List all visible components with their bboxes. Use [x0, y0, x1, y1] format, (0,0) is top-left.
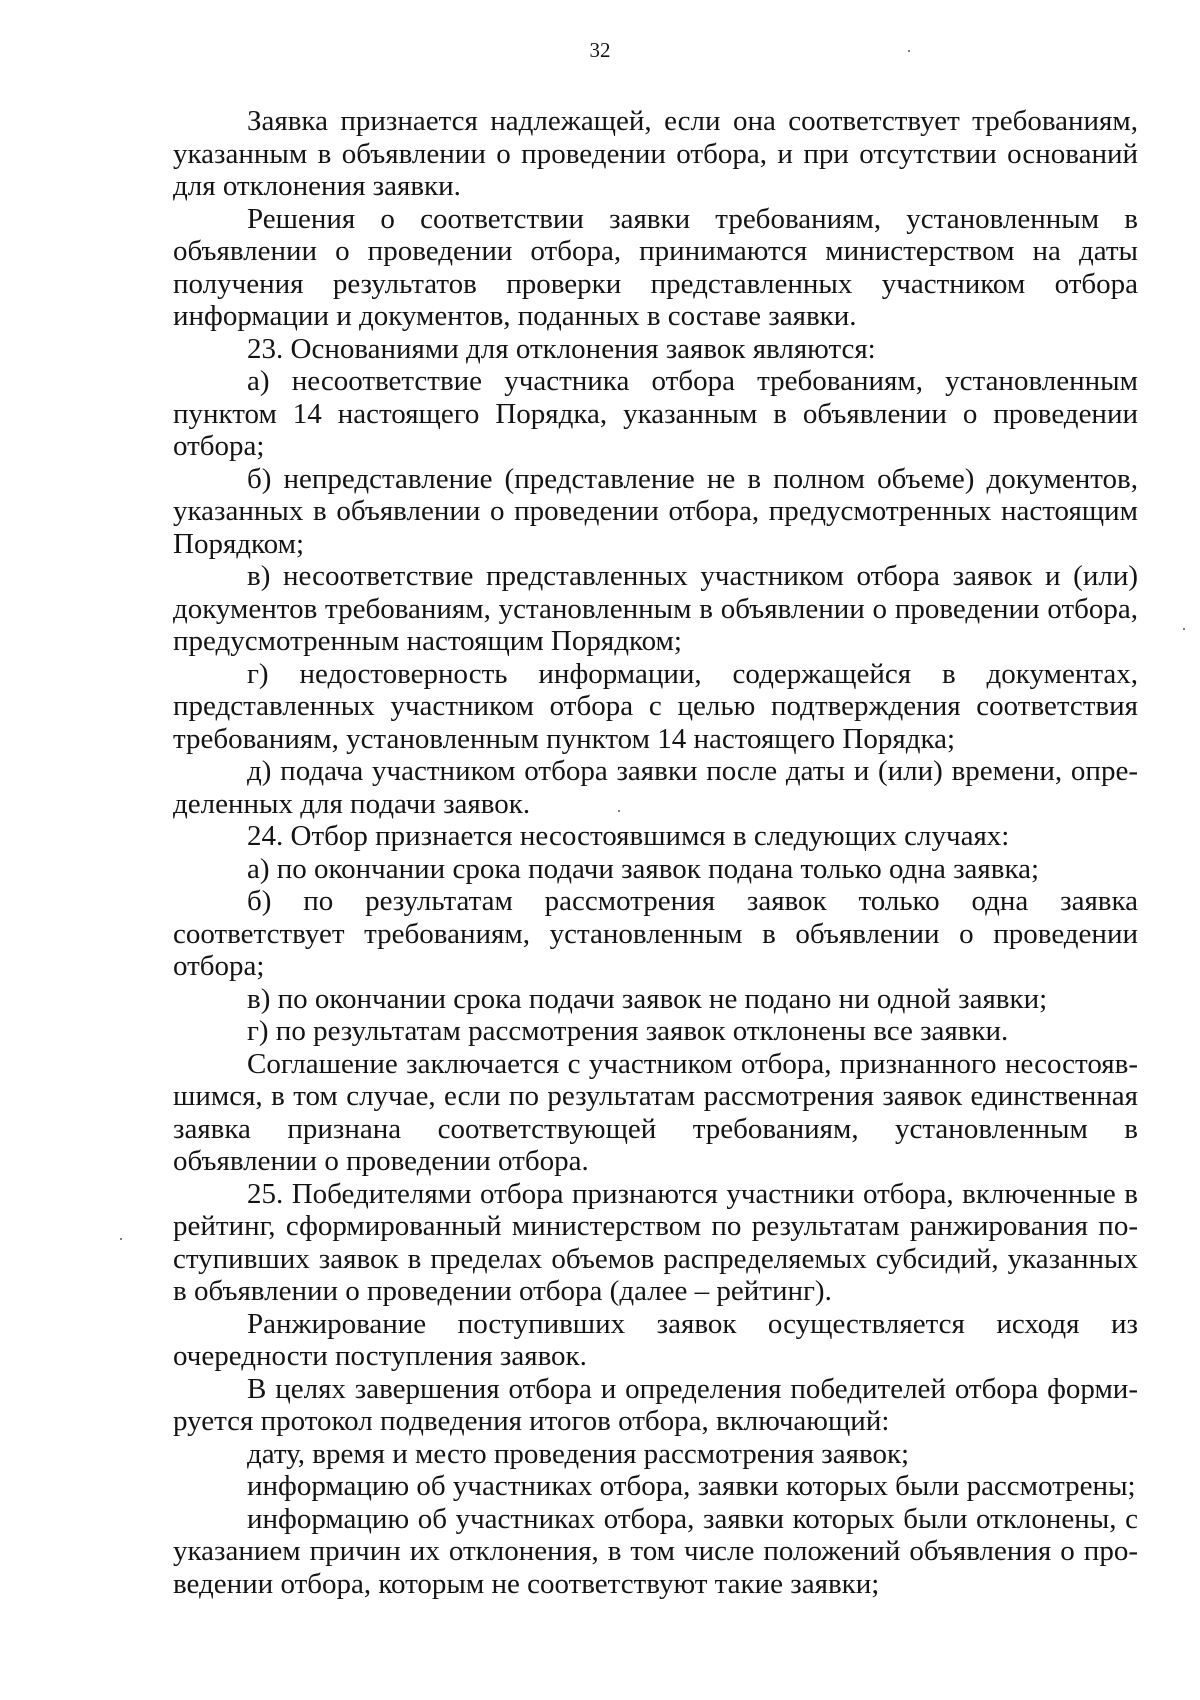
paragraph: в) по окончании срока подачи заявок не подано ни одной заявки;: [247, 982, 1048, 1015]
paragraph: б) по результатам рассмотрения заявок только одна заявка соответствует требованиям, установленным в объявлении о проведении отбора;: [173, 885, 1138, 982]
document-body: [173, 105, 1138, 1600]
paragraph: б) непредставление (представление не в полном объеме) документов, указанных в объявлении о проведении отбора, предусмотренных настоящим Порядком;: [173, 462, 1138, 560]
paragraph: а) несоответствие участника отбора требованиям, установленным пунктом 14 настоящего Порядка, указанным в объявлении о проведении отбора;: [173, 365, 1138, 462]
paragraph: информацию об участниках отбора, заявки которых были рассмотрены;: [247, 1470, 1136, 1502]
paragraph: Ранжирование поступивших заявок осуществляется исходя из очередности поступления заявок.: [173, 1307, 1138, 1372]
paragraph: а) по окончании срока подачи заявок подана только одна заявка;: [247, 852, 1040, 885]
paragraph: 25. Победителями отбора признаются участники отбора, включенные в рейтинг, сформированный министерством по результатам ранжирования поступивших заявок в пределах объемов распределяемых субсидий, указанных в объявлении о проведении отбора (далее – рейтинг).: [173, 1177, 1138, 1307]
paragraph: Заявка признается надлежащей, если она соответствует требованиям, указанным в объявлении о проведении отбора, и при отсутствии оснований для отклонения заявки.: [173, 105, 1138, 202]
paragraph: Решения о соответствии заявки требованиям, установленным в объявлении о проведении отбора, принимаются министерством на даты получения результатов проверки представленных участником отбора информации и документов, поданных в составе заявки.: [173, 202, 1138, 332]
page-number: 32: [589, 38, 611, 62]
paragraph: 23. Основаниями для отклонения заявок являются:: [247, 332, 876, 365]
paragraph: д) подача участником отбора заявки после даты и (или) времени, определенных для подачи заявок.: [173, 755, 1138, 820]
paragraph: г) недостоверность информации, содержащейся в документах, представленных участником отбора с целью подтверждения соответствия требованиям, установленным пунктом 14 настоящего Порядка;: [173, 657, 1138, 755]
paragraph: дату, время и место проведения рассмотрения заявок;: [247, 1437, 910, 1470]
paragraph: г) по результатам рассмотрения заявок отклонены все заявки.: [247, 1015, 1009, 1047]
scan-speck: [120, 1238, 122, 1240]
paragraph: В целях завершения отбора и определения победителей отбора формируется протокол подведения итогов отбора, включающий:: [173, 1372, 1138, 1437]
paragraph: информацию об участниках отбора, заявки которых были отклонены, с указанием причин их отклонения, в том числе положений объявления о проведении отбора, которым не соответствуют такие заявки;: [173, 1502, 1138, 1600]
scan-speck: [1183, 628, 1185, 630]
scan-speck: [618, 810, 620, 812]
paragraph: 24. Отбор признается несостоявшимся в следующих случаях:: [247, 820, 1010, 852]
scan-speck: [908, 50, 910, 52]
paragraph: Соглашение заключается с участником отбора, признанного несостоявшимся, в том случае, если по результатам рассмотрения заявок единственная заявка признана соответствующей требованиям, установленным в объявлении о проведении отбора.: [173, 1047, 1138, 1177]
paragraph: в) несоответствие представленных участником отбора заявок и (или) документов требованиям, установленным в объявлении о проведении отбора, предусмотренным настоящим Порядком;: [173, 560, 1138, 657]
